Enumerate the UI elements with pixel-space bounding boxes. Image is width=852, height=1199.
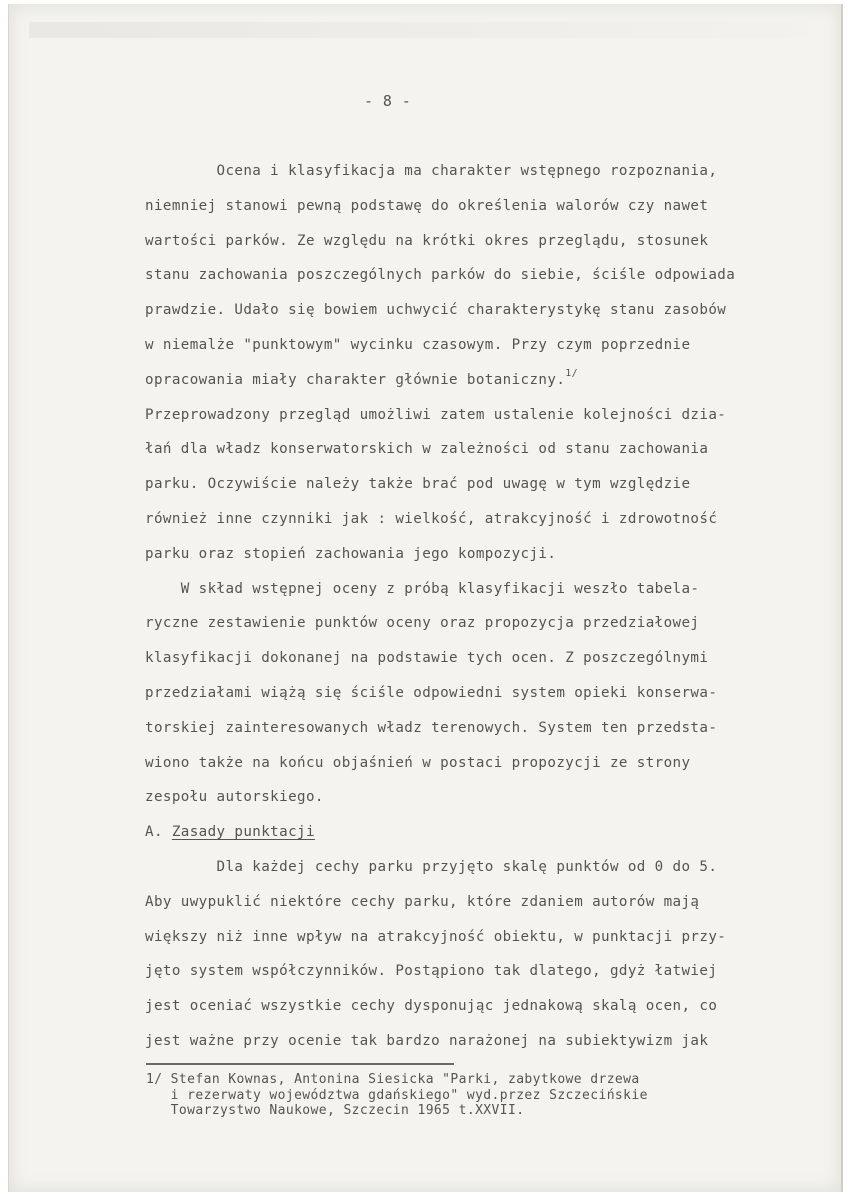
text-line: jest ważne przy ocenie tak bardzo narażonej na subiektywizm jak [145,1032,709,1049]
text-line: parku. Oczywiście należy także brać pod uwagę w tym względzie [145,476,691,493]
text-line: Przeprowadzony przegląd umożliwi zatem ustalenie kolejności dzia- [145,406,727,423]
text-line: torskiej zainteresowanych władz terenowych. System ten przedsta- [145,719,718,736]
text-line: również inne czynniki jak : wielkość, atrakcyjność i zdrowotność [145,510,718,527]
text-line: łań dla władz konserwatorskich w zależności od stanu zachowania [145,441,709,458]
text-line: klasyfikacji dokonanej na podstawie tych ocen. Z poszczególnymi [145,650,709,667]
text-line: wiono także na końcu objaśnień w postaci propozycji ze strony [145,754,691,771]
text-line: Ocena i klasyfikacja ma charakter wstępnego rozpoznania, [145,163,718,179]
text-line: jęto system współczynników. Postąpiono tak dlatego, gdyż łatwiej [145,963,718,980]
text-line: Aby uwypuklić niektóre cechy parku, które zdaniem autorów mają [145,893,700,910]
text-line: prawdzie. Udało się bowiem uchwycić charakterystykę stanu zasobów [145,302,727,319]
text-line: W skład wstępnej oceny z próbą klasyfikacji weszło tabela- [145,580,700,597]
text-line: niemniej stanowi pewną podstawę do określenia walorów czy nawet [145,197,709,214]
section-heading [145,815,827,850]
scan-smudge [29,22,809,38]
text-line: większy niż inne wpływ na atrakcyjność obiektu, w punktacji przy- [145,928,727,945]
text-line: Dla każdej cechy parku przyjęto skalę punktów od 0 do 5. [145,858,718,875]
page-number: - 8 - [364,92,412,110]
text-line: stanu zachowania poszczególnych parków do siebie, ściśle odpowiada [145,267,736,284]
text-line: parku oraz stopień zachowania jego kompozycji. [145,545,557,562]
text-line: przedziałami wiążą się ściśle odpowiedni system opieki konserwa- [145,684,718,701]
footnote-line: i rezerwaty województwa gdańskiego" wyd.przez Szczecińskie [146,1087,648,1103]
text-line: ryczne zestawienie punktów oceny oraz propozycja przedziałowej [145,615,700,632]
body-text [145,154,827,1059]
text-line-content: opracowania miały charakter głównie botaniczny. [145,371,566,388]
text-line: jest oceniać wszystkie cechy dysponując jednakową skalą ocen, co [145,998,718,1015]
footnote-divider [146,1063,454,1065]
text-line: zespołu autorskiego. [145,789,324,806]
text-line: wartości parków. Ze względu na krótki okres przeglądu, stosunek [145,232,709,249]
footnote-line: 1/ Stefan Kownas, Antonina Siesicka "Parki, zabytkowe drzewa [146,1072,640,1087]
section-prefix: A. [145,824,172,841]
footnote [146,1072,826,1119]
text-line: w niemalże "punktowym" wycinku czasowym. Przy czym poprzednie [145,336,691,353]
document-page [8,4,843,1192]
footnote-reference: 1/ [565,367,579,379]
section-heading-text: Zasady punktacji [171,824,315,841]
text-line [145,363,827,398]
footnote-line: Towarzystwo Naukowe, Szczecin 1965 t.XXVII. [146,1103,525,1118]
